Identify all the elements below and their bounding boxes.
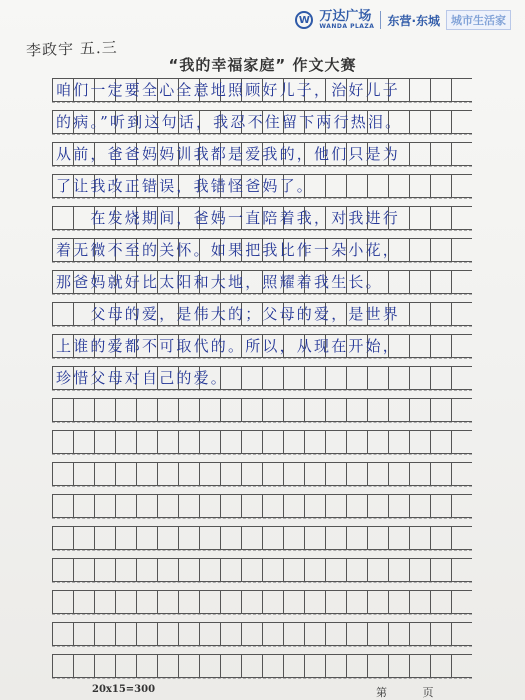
grid-cell — [346, 398, 367, 422]
grid-cell — [409, 78, 430, 102]
grid-cell — [430, 494, 451, 518]
grid-cell — [325, 590, 346, 614]
grid-cell — [388, 494, 409, 518]
grid-row — [52, 78, 472, 103]
grid-cell — [136, 654, 157, 678]
grid-cell — [304, 462, 325, 486]
grid-cell — [409, 430, 430, 454]
grid-cell — [451, 174, 472, 198]
grid-cell — [430, 462, 451, 486]
grid-cell — [157, 430, 178, 454]
grid-cell — [262, 558, 283, 582]
grid-cell — [199, 558, 220, 582]
grid-cell — [325, 622, 346, 646]
grid-cell — [73, 494, 94, 518]
grid-cell — [430, 110, 451, 134]
grid-cell — [262, 366, 283, 390]
grid-cell — [262, 494, 283, 518]
grid-cell — [346, 654, 367, 678]
grid-cell — [451, 206, 472, 230]
grid-cell — [178, 462, 199, 486]
grid-cell — [73, 622, 94, 646]
grid-cell — [325, 462, 346, 486]
grid-cell — [367, 558, 388, 582]
grid-cell — [409, 654, 430, 678]
grid-cell — [451, 366, 472, 390]
brand-name: 万达广场 — [319, 9, 372, 24]
grid-cell — [283, 430, 304, 454]
grid-cell — [136, 462, 157, 486]
grid-cell — [178, 398, 199, 422]
grid-cell — [157, 654, 178, 678]
grid-row — [52, 462, 472, 487]
grid-cell — [325, 558, 346, 582]
grid-cell — [94, 398, 115, 422]
grid-cell — [430, 270, 451, 294]
grid-cell — [115, 526, 136, 550]
grid-cell — [220, 654, 241, 678]
grid-cell — [451, 302, 472, 326]
grid-cell — [451, 238, 472, 262]
grid-cell — [136, 526, 157, 550]
grid-cell — [241, 494, 262, 518]
grid-cell — [325, 398, 346, 422]
grid-cell — [430, 78, 451, 102]
grid-cell — [325, 366, 346, 390]
writing-grid — [52, 78, 472, 686]
grid-cell — [346, 558, 367, 582]
grid-cell — [367, 462, 388, 486]
grid-cell — [262, 622, 283, 646]
grid-cell — [157, 462, 178, 486]
grid-cell — [325, 654, 346, 678]
grid-cell — [388, 366, 409, 390]
grid-cell — [367, 494, 388, 518]
grid-cell — [136, 494, 157, 518]
grid-cell — [115, 398, 136, 422]
grid-row — [52, 430, 472, 455]
handwritten-line — [52, 494, 73, 518]
handwritten-line: 咱们一定要全心全意地照顾好儿子，治好儿子 — [56, 81, 401, 99]
grid-cell — [283, 462, 304, 486]
grid-cell — [367, 398, 388, 422]
grid-cell — [430, 398, 451, 422]
handwritten-line: 了让我改正错误，我错怪爸妈了。 — [56, 177, 315, 195]
grid-cell — [241, 366, 262, 390]
grid-cell — [430, 654, 451, 678]
grid-cell — [241, 622, 262, 646]
grid-cell — [241, 654, 262, 678]
grid-cell — [451, 78, 472, 102]
grid-cell — [367, 654, 388, 678]
grid-cell — [241, 398, 262, 422]
grid-cell — [241, 590, 262, 614]
grid-cell — [409, 142, 430, 166]
grid-cell — [346, 494, 367, 518]
grid-cell — [178, 654, 199, 678]
grid-cell — [388, 174, 409, 198]
grid-cell — [388, 270, 409, 294]
grid-cell — [430, 142, 451, 166]
handwritten-line — [52, 462, 73, 486]
handwritten-line — [52, 590, 73, 614]
grid-cell — [388, 558, 409, 582]
grid-cell — [304, 494, 325, 518]
grid-cell — [115, 654, 136, 678]
grid-cell — [409, 590, 430, 614]
grid-cell — [136, 398, 157, 422]
grid-cell — [115, 494, 136, 518]
handwritten-line — [52, 622, 73, 646]
grid-cell — [430, 174, 451, 198]
handwritten-line: 的病。”听到这句话，我忍不住留下两行热泪。 — [56, 113, 403, 131]
grid-cell — [451, 110, 472, 134]
brand-tag: 城市生活家 — [446, 10, 511, 30]
grid-row — [52, 526, 472, 551]
grid-cell — [304, 558, 325, 582]
grid-cell — [136, 590, 157, 614]
grid-cell — [115, 622, 136, 646]
grid-cell — [409, 366, 430, 390]
grid-cell — [283, 526, 304, 550]
grid-cell — [178, 558, 199, 582]
grid-cell — [283, 366, 304, 390]
grid-cell — [199, 430, 220, 454]
author-name: 李政宇 五.三 — [25, 38, 118, 60]
grid-cell — [73, 590, 94, 614]
grid-cell — [451, 334, 472, 358]
grid-cell — [409, 174, 430, 198]
grid-cell — [409, 398, 430, 422]
grid-cell — [220, 398, 241, 422]
grid-cell — [73, 558, 94, 582]
grid-cell — [325, 494, 346, 518]
grid-row — [52, 622, 472, 647]
grid-row — [52, 174, 472, 199]
grid-cell — [430, 558, 451, 582]
grid-cell — [262, 526, 283, 550]
logo-divider — [380, 11, 381, 29]
grid-cell — [94, 430, 115, 454]
handwritten-line — [52, 526, 73, 550]
grid-cell — [346, 366, 367, 390]
grid-cell — [388, 590, 409, 614]
grid-cell — [262, 654, 283, 678]
grid-cell — [199, 462, 220, 486]
grid-cell — [451, 558, 472, 582]
grid-cell — [157, 526, 178, 550]
handwritten-line — [52, 558, 73, 582]
handwritten-line: 父母的爱，是伟大的；父母的爱，是世界 — [56, 305, 401, 323]
grid-cell — [283, 654, 304, 678]
grid-cell — [388, 654, 409, 678]
grid-row — [52, 270, 472, 295]
grid-cell — [283, 398, 304, 422]
grid-cell — [346, 590, 367, 614]
handwritten-line: 那爸妈就好比太阳和大地，照耀着我生长。 — [56, 273, 383, 291]
grid-cell — [73, 526, 94, 550]
grid-cell — [451, 270, 472, 294]
grid-cell — [409, 206, 430, 230]
grid-cell — [430, 526, 451, 550]
grid-cell — [115, 462, 136, 486]
grid-row — [52, 398, 472, 423]
grid-cell — [73, 398, 94, 422]
grid-cell — [430, 238, 451, 262]
grid-cell — [325, 430, 346, 454]
grid-cell — [178, 430, 199, 454]
grid-cell — [241, 430, 262, 454]
grid-cell — [409, 270, 430, 294]
brand-block — [319, 10, 374, 30]
grid-cell — [304, 526, 325, 550]
grid-cell — [262, 398, 283, 422]
grid-cell — [136, 430, 157, 454]
grid-cell — [178, 590, 199, 614]
grid-row — [52, 238, 472, 263]
grid-row — [52, 302, 472, 327]
handwritten-line: 上谁的爱都不可取代的。所以，从现在开始， — [56, 337, 401, 355]
grid-row — [52, 206, 472, 231]
grid-cell — [115, 590, 136, 614]
grid-cell — [220, 462, 241, 486]
grid-cell — [304, 654, 325, 678]
sponsor-logo — [295, 10, 511, 30]
grid-cell — [409, 302, 430, 326]
brand-location: 东营·东城 — [387, 13, 440, 28]
grid-cell — [199, 398, 220, 422]
grid-cell — [94, 558, 115, 582]
essay-title: “我的幸福家庭” 作文大赛 — [168, 56, 357, 74]
grid-cell — [304, 430, 325, 454]
grid-cell — [409, 526, 430, 550]
grid-cell — [430, 206, 451, 230]
grid-cell — [94, 590, 115, 614]
grid-cell — [73, 654, 94, 678]
grid-cell — [178, 622, 199, 646]
grid-cell — [451, 398, 472, 422]
grid-cell — [199, 590, 220, 614]
grid-cell — [283, 590, 304, 614]
grid-cell — [346, 462, 367, 486]
grid-cell — [451, 654, 472, 678]
grid-cell — [451, 142, 472, 166]
brand-subtitle: WANDA PLAZA — [319, 23, 375, 30]
grid-cell — [241, 462, 262, 486]
grid-cell — [430, 302, 451, 326]
grid-cell — [451, 590, 472, 614]
grid-cell — [178, 526, 199, 550]
grid-cell — [388, 462, 409, 486]
handwritten-line: 从前，爸爸妈妈训我都是爱我的，他们只是为 — [56, 145, 401, 163]
grid-cell — [388, 526, 409, 550]
grid-cell — [346, 174, 367, 198]
grid-cell — [136, 622, 157, 646]
grid-cell — [262, 590, 283, 614]
grid-row — [52, 590, 472, 615]
grid-cell — [409, 238, 430, 262]
grid-cell — [157, 558, 178, 582]
grid-cell — [451, 430, 472, 454]
grid-cell — [367, 622, 388, 646]
grid-cell — [262, 462, 283, 486]
grid-cell — [199, 526, 220, 550]
grid-cell — [94, 526, 115, 550]
grid-cell — [430, 430, 451, 454]
grid-cell — [157, 622, 178, 646]
grid-cell — [199, 494, 220, 518]
grid-cell — [115, 430, 136, 454]
grid-cell — [115, 558, 136, 582]
handwritten-line: 在发烧期间，爸妈一直陪着我，对我进行 — [56, 209, 401, 227]
grid-row — [52, 654, 472, 679]
grid-cell — [409, 494, 430, 518]
grid-cell — [283, 494, 304, 518]
grid-cell — [430, 366, 451, 390]
grid-cell — [409, 558, 430, 582]
grid-cell — [346, 430, 367, 454]
grid-cell — [346, 526, 367, 550]
grid-cell — [409, 622, 430, 646]
grid-cell — [283, 558, 304, 582]
grid-cell — [367, 366, 388, 390]
grid-cell — [430, 590, 451, 614]
grid-cell — [73, 430, 94, 454]
grid-cell — [304, 590, 325, 614]
grid-row — [52, 558, 472, 583]
grid-row — [52, 366, 472, 391]
grid-cell — [409, 110, 430, 134]
grid-row — [52, 334, 472, 359]
grid-cell — [451, 622, 472, 646]
grid-cell — [220, 622, 241, 646]
grid-cell — [388, 622, 409, 646]
grid-cell — [304, 398, 325, 422]
grid-cell — [325, 174, 346, 198]
grid-row — [52, 142, 472, 167]
grid-cell — [451, 526, 472, 550]
grid-cell — [199, 622, 220, 646]
handwritten-line: 珍惜父母对自己的爱。 — [56, 369, 229, 387]
grid-cell — [220, 526, 241, 550]
handwritten-line: 着无微不至的关怀。如果把我比作一朵小花， — [56, 241, 401, 259]
grid-cell — [157, 494, 178, 518]
grid-cell — [220, 494, 241, 518]
grid-cell — [220, 430, 241, 454]
grid-cell — [283, 622, 304, 646]
grid-cell — [430, 334, 451, 358]
grid-cell — [220, 590, 241, 614]
grid-cell — [367, 590, 388, 614]
grid-row — [52, 494, 472, 519]
grid-cell — [409, 462, 430, 486]
grid-cell — [94, 462, 115, 486]
grid-cell — [388, 398, 409, 422]
grid-cell — [367, 526, 388, 550]
grid-cell — [241, 558, 262, 582]
grid-cell — [409, 334, 430, 358]
grid-cell — [304, 622, 325, 646]
grid-cell — [325, 526, 346, 550]
grid-cell — [178, 494, 199, 518]
grid-cell — [136, 558, 157, 582]
grid-cell — [94, 494, 115, 518]
grid-cell — [388, 430, 409, 454]
grid-cell — [157, 398, 178, 422]
handwritten-line — [52, 654, 73, 678]
grid-cell — [346, 622, 367, 646]
wanda-logo-icon: W — [295, 11, 313, 29]
grid-cell — [451, 462, 472, 486]
grid-cell — [430, 622, 451, 646]
grid-cell — [241, 526, 262, 550]
handwritten-line — [52, 430, 73, 454]
grid-cell — [367, 174, 388, 198]
handwritten-line — [52, 398, 73, 422]
grid-spec: 20x15=300 — [92, 684, 156, 695]
grid-cell — [94, 654, 115, 678]
grid-cell — [73, 462, 94, 486]
grid-cell — [199, 654, 220, 678]
grid-cell — [367, 430, 388, 454]
grid-cell — [304, 366, 325, 390]
grid-cell — [220, 558, 241, 582]
grid-cell — [157, 590, 178, 614]
grid-cell — [94, 622, 115, 646]
grid-row — [52, 110, 472, 135]
grid-cell — [262, 430, 283, 454]
page-number-label: 第 页 — [376, 686, 450, 699]
grid-cell — [451, 494, 472, 518]
